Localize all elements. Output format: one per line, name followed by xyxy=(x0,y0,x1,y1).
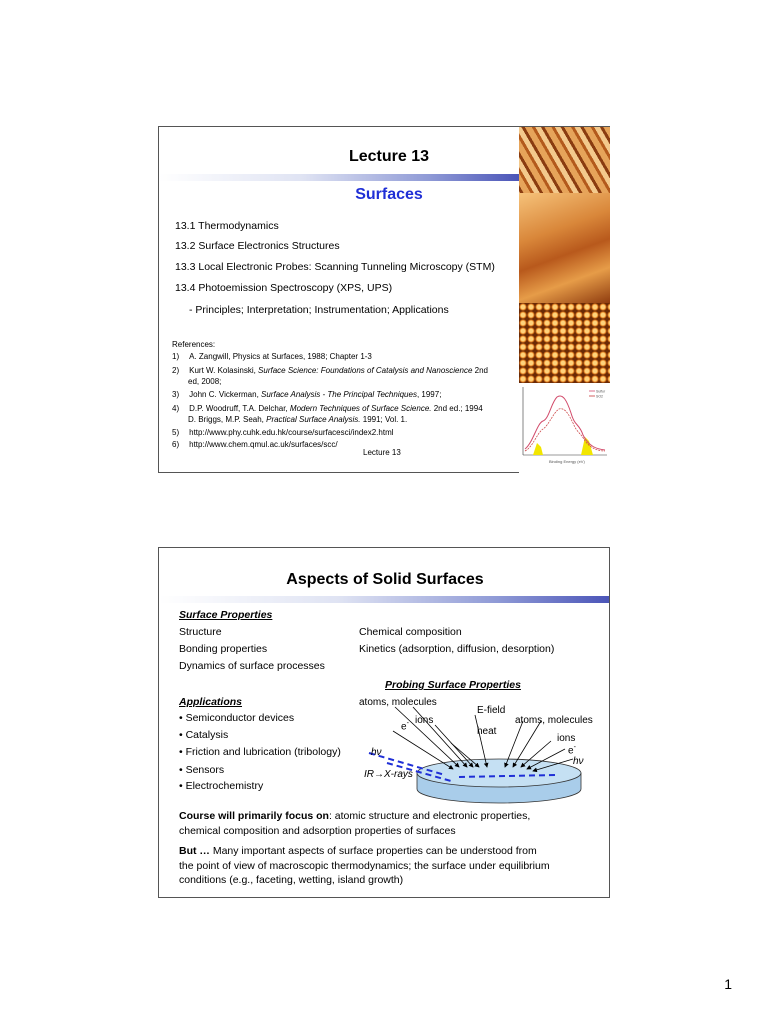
reference-line: 3) John C. Vickerman, Surface Analysis - The Principal Techniques, 1997; xyxy=(172,390,442,399)
label-e-right: e- xyxy=(568,744,576,757)
atomic-lattice-image xyxy=(519,303,610,383)
topic-1: 13.1 Thermodynamics xyxy=(175,220,279,232)
label-atoms-molecules-right: atoms, molecules xyxy=(515,715,593,726)
reference-line: 4) D.P. Woodruff, T.A. Delchar, Modern Techniques of Surface Science. 2nd ed.; 1994 xyxy=(172,404,483,413)
label-heat: heat xyxy=(477,726,497,737)
xps-spectrum-chart xyxy=(519,383,610,473)
reference-line: ed, 2008; xyxy=(188,377,222,386)
label-e-left: e- xyxy=(401,720,409,733)
application-item: • Semiconductor devices xyxy=(179,712,295,724)
legend-so2: SO2 xyxy=(596,394,604,399)
label-atoms-molecules-left: atoms, molecules xyxy=(359,697,437,708)
reference-line: 5) http://www.phy.cuhk.edu.hk/course/surfacesci/index2.html xyxy=(172,428,394,437)
reference-line: 2) Kurt W. Kolasinski, Surface Science: Foundations of Catalysis and Nanoscience 2nd xyxy=(172,366,488,375)
application-item: • Catalysis xyxy=(179,729,229,741)
property-chemical-composition: Chemical composition xyxy=(359,626,462,638)
title-gradient-bar xyxy=(159,174,519,181)
application-item: • Friction and lubrication (tribology) xyxy=(179,746,341,758)
title-gradient-bar xyxy=(159,596,609,603)
property-structure: Structure xyxy=(179,626,222,638)
slide-footer: Lecture 13 xyxy=(363,448,401,457)
label-hv-right: hν xyxy=(573,756,584,767)
reference-line: 1) A. Zangwill, Physics at Surfaces, 1988; Chapter 1-3 xyxy=(172,352,372,361)
lecture-title: Lecture 13 xyxy=(348,148,430,165)
but-line-1: But … Many important aspects of surface properties can be understood from xyxy=(179,845,537,857)
page-number: 1 xyxy=(724,976,732,992)
topic-2: 13.2 Surface Electronics Structures xyxy=(175,240,340,252)
property-kinetics: Kinetics (adsorption, diffusion, desorption) xyxy=(359,643,555,655)
application-item: • Sensors xyxy=(179,764,225,776)
applications-heading: Applications xyxy=(179,696,243,708)
slide-title: Aspects of Solid Surfaces xyxy=(286,571,484,588)
slide-aspects-of-solid-surfaces xyxy=(158,547,610,898)
but-line-3: conditions (e.g., faceting, wetting, island growth) xyxy=(179,874,404,886)
surface-properties-heading: Surface Properties xyxy=(179,609,273,621)
legend-sulfur: Sulfur xyxy=(596,389,606,394)
label-hv-left: hν xyxy=(371,747,382,758)
course-focus-line-2: chemical composition and adsorption properties of surfaces xyxy=(179,825,456,837)
label-ir-xrays: IR→X-rays xyxy=(364,769,413,780)
slide-lecture-13 xyxy=(158,126,610,473)
references-heading: References: xyxy=(172,340,216,349)
reference-line: D. Briggs, M.P. Seah, Practical Surface Analysis. 1991; Vol. 1. xyxy=(188,415,408,424)
stm-terrace-image xyxy=(519,193,610,303)
probing-heading: Probing Surface Properties xyxy=(385,679,521,691)
label-ions-right: ions xyxy=(557,733,576,744)
but-line-2: the point of view of macroscopic thermodynamics; the surface under equilibrium xyxy=(179,860,550,872)
topic-4: 13.4 Photoemission Spectroscopy (XPS, UPS) xyxy=(175,282,393,294)
course-focus-line-1: Course will primarily focus on: atomic structure and electronic properties, xyxy=(179,810,531,822)
spectrum-xlabel: Binding Energy (eV) xyxy=(549,459,585,464)
property-dynamics: Dynamics of surface processes xyxy=(179,660,325,672)
label-efield: E-field xyxy=(477,705,506,716)
reference-line: 6) http://www.chem.qmul.ac.uk/surfaces/scc/ xyxy=(172,440,338,449)
application-item: • Electrochemistry xyxy=(179,780,264,792)
topic-3: 13.3 Local Electronic Probes: Scanning Tunneling Microscopy (STM) xyxy=(175,261,495,273)
lecture-subtitle: Surfaces xyxy=(355,186,423,203)
topic-4-sub: - Principles; Interpretation; Instrumentation; Applications xyxy=(189,304,449,316)
label-ions-left: ions xyxy=(415,715,434,726)
property-bonding: Bonding properties xyxy=(179,643,268,655)
